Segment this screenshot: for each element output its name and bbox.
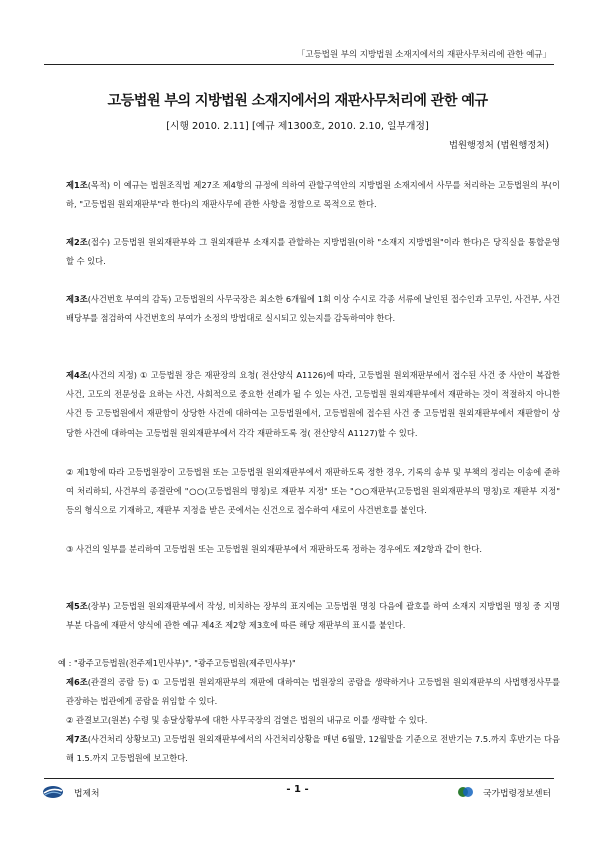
article-label: 제7조 (66, 734, 88, 744)
article-text: (사건의 지정) ① 고등법원 장은 재판장의 요청( 전산양식 A1126)에 따라, 고등법원 원외재판부에서 접수된 사건 중 사안이 복잡한 사건, 고도의 전문성을 요하는 사건, 사회적으로 중요한 선례가 될 수 있는 사건, 고등법원 원외재판부에서 재판하는 것이 적절하지 아니한 사건 등 고등법원에서 재판함이 상당한 사건에 대하여는 고등법원에서, 고등법원에 접수된 사건 중 고등법원 원외재판부에서 재판함이 상당한 사건에 대하여는 고등법원 원외재판부에서 각각 재판하도록 정( 전산양식 A1127)할 수 있다. (66, 370, 560, 438)
footer-right-org: 국가법령정보센터 (483, 788, 551, 799)
article-text: (관결의 공람 등) ① 고등법원 원외재판부의 재판에 대하여는 법원장의 공람을 생략하거나 고등법원 원외재판부의 사법행정사무를 관장하는 법관에게 공람을 위임할 수 있다. (66, 677, 560, 707)
article-1 (66, 176, 560, 214)
article-text: (사건처리 상황보고) 고등법원 원외재판부에서의 사건처리상황을 매년 6월말, 12월말을 기준으로 전반기는 7.5.까지 후반기는 다음해 1.5.까지 고등법원에 보고한다. (66, 734, 560, 764)
article-label: 제5조 (66, 601, 88, 611)
article-text: (장부) 고등법원 원외재판부에서 작성, 비치하는 장부의 표지에는 고등법원 명칭 다음에 괄호를 하여 소재지 지방법원 명칭 중 지명부분 다음에 재판서 양식에 관한 예규 제4조 제2항 제3호에 따른 해당 재판부의 표시를 붙인다. (66, 601, 560, 631)
article-label: 제6조 (66, 677, 88, 687)
document-title: 고등법원 부의 지방법원 소재지에서의 재판사무처리에 관한 예규 (107, 93, 488, 109)
article-label: 제4조 (66, 370, 88, 380)
article-4-paragraph-2 (66, 463, 560, 521)
article-label: 제2조 (66, 237, 88, 247)
article-6-paragraph-2 (66, 711, 560, 730)
article-label: 제3조 (66, 294, 88, 304)
footer-right (455, 785, 551, 799)
article-2 (66, 233, 560, 271)
article-text: ② 관결보고(원본) 수령 및 송달상황부에 대한 사무국장의 검열은 법원의 내규로 이를 생략할 수 있다. (66, 715, 428, 725)
header-divider (44, 64, 554, 65)
running-header: 「고등법원 부의 지방법원 소재지에서의 재판사무처리에 관한 예규」 (296, 50, 551, 60)
issuing-department: 법원행정처 (법원행정처) (448, 140, 549, 151)
article-3 (66, 290, 560, 328)
article-text: (목적) 이 예규는 법원조직법 제27조 제4항의 규정에 의하여 관할구역안의 지방법원 소재지에서 사무를 처리하는 고등법원의 부(이하, "고등법원 원외재판부"라 한다)의 재판사무에 관한 사항을 정함으로 목적으로 한다. (66, 180, 560, 210)
footer-divider (44, 778, 554, 779)
footer-left-org: 법제처 (74, 788, 100, 799)
article-text: (사건번호 부여의 감독) 고등법원의 사무국장은 최소한 6개월에 1회 이상 수시로 각종 서류에 날인된 접수인과 고무인, 사건부, 사건배당부를 점검하여 사건번호의 부여가 소정의 방법대로 실시되고 있는지를 감독하여야 한다. (66, 294, 560, 324)
article-6 (66, 673, 560, 711)
article-4 (66, 366, 560, 443)
article-5 (66, 597, 560, 635)
article-label: 제1조 (66, 180, 88, 190)
enforcement-info: [시행 2010. 2.11] [예규 제1300호, 2010. 2.10, 일부개정] (166, 121, 429, 132)
article-4-paragraph-3 (66, 540, 560, 559)
law-info-center-logo-icon (455, 785, 477, 799)
article-text: ② 제1항에 따라 고등법원장이 고등법원 또는 고등법원 원외재판부에서 재판하도록 정한 경우, 기록의 송부 및 부책의 정리는 이송에 준하여 처리하되, 사건부의 종결란에 "○○(고등법원의 명칭)로 재판부 지정" 또는 "○○재판부(고등법원 원외재판부의 명칭)로 재판부 지정" 등의 형식으로 기재하고, 재판부 지정을 받은 곳에서는 신건으로 접수하여 새로이 사건번호를 붙인다. (66, 467, 560, 516)
article-text: (접수) 고등법원 원외재판부와 그 원외재판부 소재지를 관할하는 지방법원(이하 "소재지 지방법원"이라 한다)은 당직실을 통합운영할 수 있다. (66, 237, 560, 267)
article-text: ③ 사건의 일부를 분리하여 고등법원 또는 고등법원 원외재판부에서 재판하도록 정하는 경우에도 제2항과 같이 한다. (66, 544, 482, 554)
article-5-example: 예 : "광주고등법원(전주제1민사부)", "광주고등법원(제주민사부)" (58, 658, 296, 668)
article-7 (66, 730, 560, 768)
page-number: - 1 - (286, 784, 309, 795)
